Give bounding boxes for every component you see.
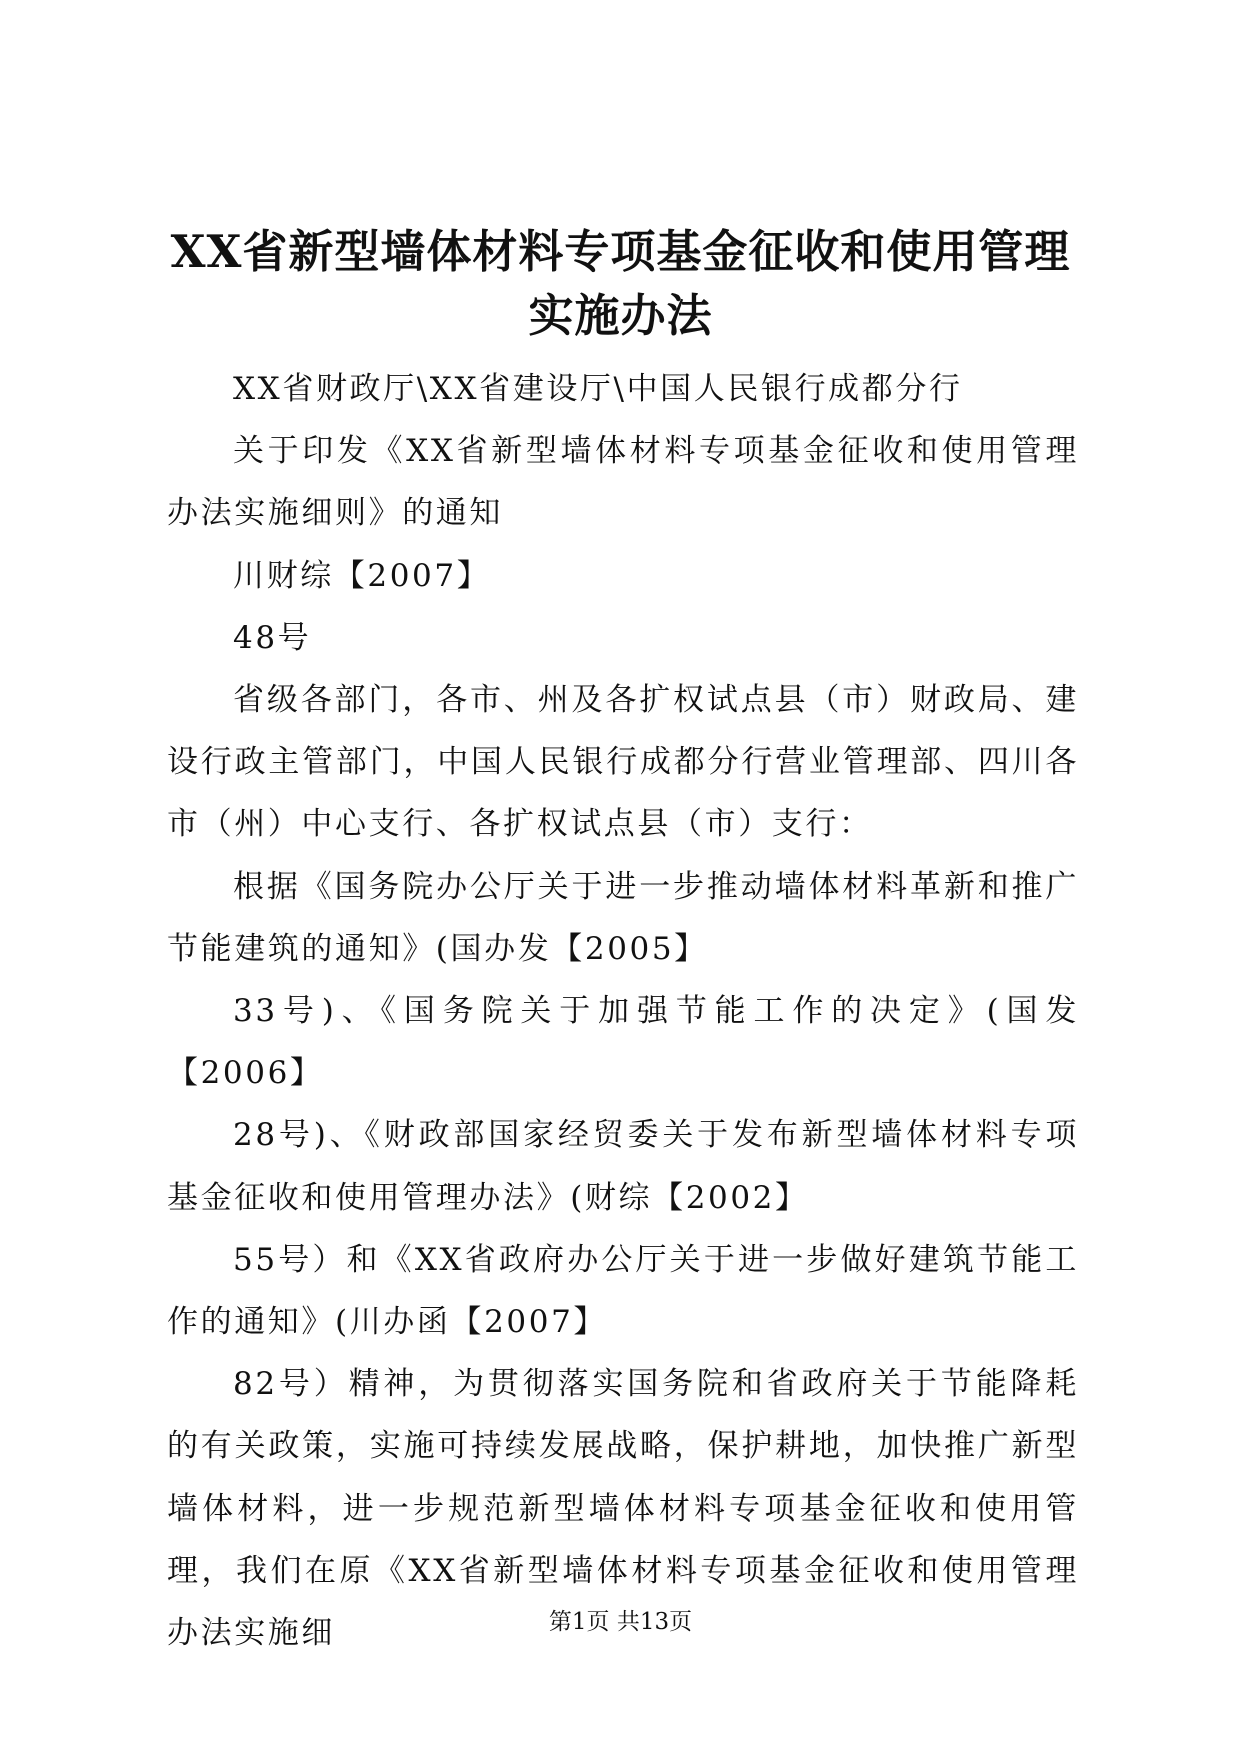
paragraph-notice-title: 关于印发《XX省新型墙体材料专项基金征收和使用管理办法实施细则》的通知 [167, 433, 1079, 532]
paragraph-document-number: 川财综【2007】 [233, 557, 491, 594]
paragraph-reference-3: 55号）和《XX省政府办公厅关于进一步做好建筑节能工作的通知》(川办函【2007】 [167, 1241, 1079, 1341]
paragraph-addressees: 省级各部门，各市、州及各扩权试点县（市）财政局、建设行政主管部门，中国人民银行成都分行营业管理部、四川各市（州）中心支行、各扩权试点县（市）支行： [167, 682, 1079, 843]
document-title-line-1: XX省新型墙体材料专项基金征收和使用管理 [170, 225, 1071, 278]
paragraph-basis: 根据《国务院办公厅关于进一步推动墙体材料革新和推广节能建筑的通知》(国办发【2005】 [167, 868, 1079, 967]
document-title-line-2: 实施办法 [528, 289, 713, 342]
paragraph-reference-2: 28号)、《财政部国家经贸委关于发布新型墙体材料专项基金征收和使用管理办法》(财综【2002】 [167, 1117, 1079, 1216]
paragraph-number-suffix: 48号 [233, 619, 312, 656]
page-number-footer: 第1页 共13页 [548, 1609, 693, 1635]
paragraph-issuers: XX省财政厅\XX省建设厅\中国人民银行成都分行 [233, 371, 963, 407]
paragraph-reference-1: 33号)、《国务院关于加强节能工作的决定》(国发【2006】 [167, 993, 1079, 1092]
document-body [167, 358, 1079, 1664]
paragraph-purpose: 82号）精神，为贯彻落实国务院和省政府关于节能降耗的有关政策，实施可持续发展战略，保护耕地，加快推广新型墙体材料，进一步规范新型墙体材料专项基金征收和使用管理，我们在原《XX省新型墙体材料专项基金征收和使用管理办法实施细 [167, 1366, 1079, 1652]
